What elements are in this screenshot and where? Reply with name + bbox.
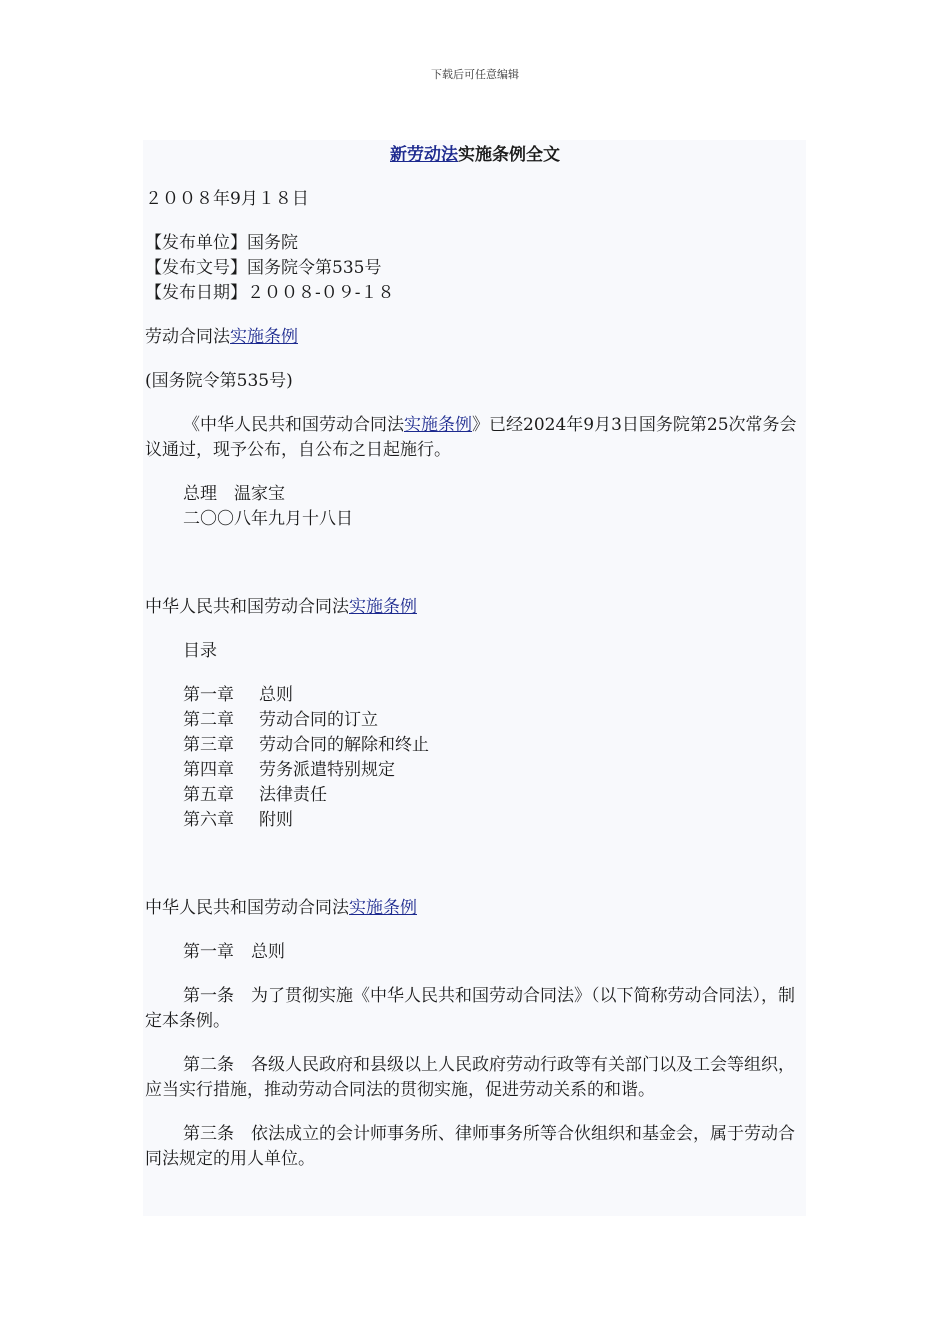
toc-item — [183, 683, 805, 708]
toc-item-name: 劳务派遣特别规定 — [259, 760, 395, 780]
toc-item-number: 第五章 — [183, 785, 234, 805]
toc-item — [183, 758, 805, 783]
date-line: ２００８年9月１８日 — [145, 189, 309, 209]
intro-paragraph — [145, 413, 805, 463]
toc-item-name: 劳动合同的订立 — [259, 710, 378, 730]
intro-before: 《中华人民共和国劳动合同法 — [183, 415, 404, 435]
meta-doc-number: 【发布文号】国务院令第535号 — [145, 258, 382, 278]
section-heading-link[interactable]: 实施条例 — [230, 327, 298, 347]
meta-issue-date: 【发布日期】２００８-０９-１８ — [145, 283, 395, 303]
intro-link[interactable]: 实施条例 — [404, 415, 472, 435]
document-content — [145, 143, 805, 1191]
toc-item-number: 第一章 — [183, 685, 234, 705]
table-of-contents — [145, 683, 805, 833]
spacer — [145, 852, 805, 896]
toc-item-number: 第四章 — [183, 760, 234, 780]
toc-label: 目录 — [183, 641, 217, 661]
section-heading — [145, 325, 805, 350]
article-3: 第三条 依法成立的会计师事务所、律师事务所等合伙组织和基金会，属于劳动合同法规定的用人单位。 — [145, 1124, 795, 1169]
article-1: 第一条 为了贯彻实施《中华人民共和国劳动合同法》（以下简称劳动合同法），制定本条例。 — [145, 986, 795, 1031]
full-title-2 — [145, 896, 805, 921]
spacer — [145, 551, 805, 595]
title-link[interactable]: 新劳动法 — [390, 145, 458, 165]
toc-item — [183, 808, 805, 833]
full-title-1-link[interactable]: 实施条例 — [349, 597, 417, 617]
toc-item — [183, 733, 805, 758]
section-heading-prefix: 劳动合同法 — [145, 327, 230, 347]
full-title-1-prefix: 中华人民共和国劳动合同法 — [145, 597, 349, 617]
signature-date: 二〇〇八年九月十八日 — [183, 509, 353, 529]
toc-item-name: 劳动合同的解除和终止 — [259, 735, 429, 755]
toc-item-number: 第六章 — [183, 810, 234, 830]
page-title — [145, 143, 805, 168]
toc-item-number: 第二章 — [183, 710, 234, 730]
chapter-heading: 第一章 总则 — [183, 942, 285, 962]
order-number: (国务院令第535号) — [145, 371, 293, 391]
full-title-1 — [145, 595, 805, 620]
toc-item-name: 法律责任 — [259, 785, 327, 805]
toc-item-number: 第三章 — [183, 735, 234, 755]
meta-block — [145, 231, 805, 306]
full-title-2-prefix: 中华人民共和国劳动合同法 — [145, 898, 349, 918]
header-note: 下载后可任意编辑 — [431, 68, 519, 81]
full-title-2-link[interactable]: 实施条例 — [349, 898, 417, 918]
meta-issuer: 【发布单位】国务院 — [145, 233, 298, 253]
signature-block — [145, 482, 805, 532]
toc-item-name: 附则 — [259, 810, 293, 830]
signature-name: 总理 温家宝 — [183, 484, 285, 504]
toc-item — [183, 783, 805, 808]
article-2: 第二条 各级人民政府和县级以上人民政府劳动行政等有关部门以及工会等组织，应当实行措施，推动劳动合同法的贯彻实施，促进劳动关系的和谐。 — [145, 1055, 795, 1100]
toc-item — [183, 708, 805, 733]
toc-item-name: 总则 — [259, 685, 293, 705]
title-rest: 实施条例全文 — [458, 145, 560, 165]
intro-after: 》已经2024年9月3日国务院第25次常务会议通过，现予公布，自公布之日起施行。 — [145, 415, 797, 460]
